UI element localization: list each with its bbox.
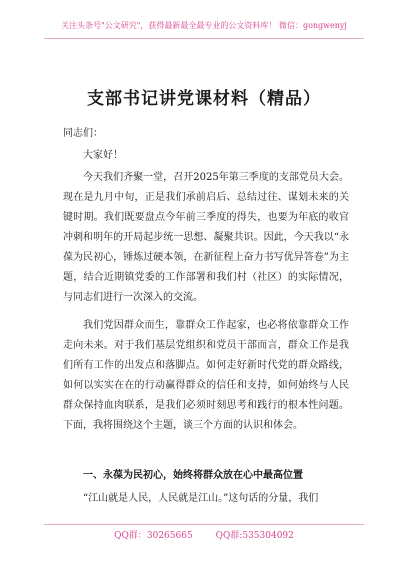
footer-qq-group-2: QQ群:535304092 — [215, 531, 294, 541]
header-note: 关注头条号"公文研究"，获得最新最全最专业的公文资料库！ 微信：gongwenyj — [61, 21, 347, 30]
salutation: 同志们： — [63, 128, 103, 139]
footer — [0, 528, 408, 541]
document-title: 支部书记讲党课材料（精品） — [87, 89, 321, 109]
paragraph-section-1: “江山就是人民，人民就是江山。”这句话的分量，我们 — [83, 493, 319, 504]
greeting: 大家好！ — [83, 150, 123, 161]
section-heading-1: 一、永葆为民初心，始终将群众放在心中最高位置 — [83, 470, 303, 481]
header-divider — [44, 38, 364, 39]
footer-divider — [44, 524, 364, 525]
paragraph-mass-work: 我们党因群众而生，靠群众工作起家，也必将依靠群众工作走向未来。对于我们基层党组织和党员干部而言，群众工作是我们所有工作的出发点和落脚点。如何走好新时代党的群众路线，如何以实实在在的行动赢得群众的信任和支持，如何始终与人民群众保持血肉联系，是我们必须时刻思考和践行的根本性问题。下面，我将围绕这个主题，谈三个方面的认识和体会。 — [63, 320, 349, 431]
paragraph-intro: 今天我们齐聚一堂，召开2025年第三季度的支部党员大会。现在是九月中旬，正是我们承前启后、总结过往、谋划未来的关键时期。我们既要盘点今年前三季度的得失，也要为年底的收官冲刺和明年的开局起步统一思想、凝聚共识。因此，今天我以“永葆为民初心，锤炼过硬本领，在新征程上奋力书写优异答卷”为主题，结合近期镇党委的工作部署和我们村（社区）的实际情况，与同志们进行一次深入的交流。 — [63, 172, 349, 303]
footer-qq-group-1: QQ群：30265665 — [114, 531, 193, 541]
